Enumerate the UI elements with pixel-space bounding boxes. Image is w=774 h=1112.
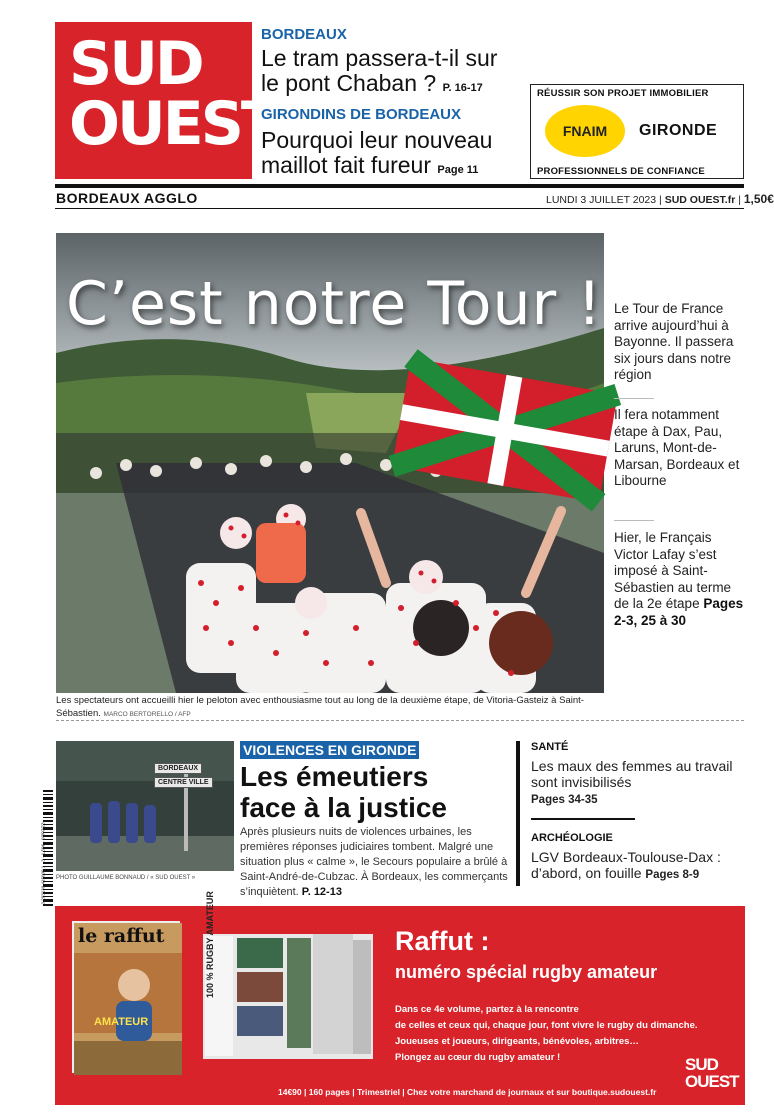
brief2-ref: Pages 8-9 [645, 869, 700, 881]
teaser2-title-line1: Pourquoi leur nouveau [261, 127, 493, 153]
riot-kicker: VIOLENCES EN GIRONDE [240, 741, 419, 759]
raffut-cover[interactable] [72, 921, 180, 1073]
raffut-body-line4: Plongez au cœur du rugby amateur ! [395, 1052, 561, 1063]
fnaim-badge [545, 105, 625, 157]
raffut-body-line1: Dans ce 4e volume, partez à la rencontre [395, 1004, 579, 1015]
brief1-title: Les maux des femmes au travail sont invisibilisés [531, 758, 733, 790]
date: LUNDI 3 JUILLET 2023 [546, 194, 657, 206]
raffut-cover-amateur: AMATEUR [94, 1016, 149, 1028]
section-name: BORDEAUX AGGLO [56, 190, 198, 206]
teaser2-title[interactable] [261, 128, 492, 183]
brief2[interactable] [531, 849, 745, 883]
section-rule [55, 208, 744, 209]
hero-caption [56, 694, 604, 721]
raffut-sud-ouest-logo [685, 1056, 739, 1090]
logo-line-2: OUEST [69, 89, 279, 159]
teaser1-title[interactable] [261, 46, 497, 101]
brief1-kicker: SANTÉ [531, 741, 569, 753]
fnaim-region: GIRONDE [639, 122, 718, 139]
side-divider-2 [614, 520, 654, 521]
raffut-mag-spine: 100 % RUGBY AMATEUR [205, 891, 215, 998]
brief1[interactable] [531, 758, 745, 808]
site-link[interactable]: SUD OUEST.fr [664, 194, 736, 206]
raffut-title: Raffut : [395, 926, 490, 956]
fnaim-ad-bottom: PROFESSIONNELS DE CONFIANCE [537, 166, 705, 177]
brief-divider [531, 818, 635, 820]
riot-headline-line2: face à la justice [240, 792, 448, 823]
raffut-body [395, 1002, 735, 1066]
teaser2-title-line2: maillot fait fureur [261, 152, 432, 178]
raffut-logo-line1: SUD [685, 1055, 718, 1074]
column-rule [516, 741, 520, 886]
teaser1-title-line1: Le tram passera-t-il sur [261, 45, 498, 71]
hero-side-para1: Le Tour de France arrive aujourd’hui à Bayonne. Il passera six jours dans notre région [614, 301, 734, 382]
road-sign-bordeaux: BORDEAUX [154, 763, 202, 774]
raffut-body-line2: de celles et ceux qui, chaque jour, font vivre le rugby du dimanche. [395, 1020, 698, 1031]
masthead-rule [55, 184, 744, 188]
side-divider-1 [614, 398, 654, 399]
riot-photo[interactable] [56, 741, 234, 871]
raffut-cover-masthead: le raffut [78, 925, 165, 947]
hero-photo[interactable] [56, 233, 604, 693]
teaser1-title-line2: le pont Chaban ? [261, 70, 437, 96]
logo-line-1: SUD [69, 29, 202, 99]
teaser1-kicker: BORDEAUX [261, 26, 347, 43]
brief2-kicker: ARCHÉOLOGIE [531, 832, 613, 844]
hero-side-ref: Pages 2-3, 25 à 30 [614, 596, 744, 628]
hero-side-para3-block[interactable] [614, 530, 744, 629]
riot-illustration [56, 741, 234, 871]
fnaim-ad[interactable] [530, 84, 744, 179]
raffut-logo-line2: OUEST [685, 1072, 739, 1091]
hero-credit: MARCO BERTORELLO / AFP [103, 711, 191, 718]
raffut-body-line3: Joueuses et joueurs, dirigeants, bénévoles, arbitres… [395, 1036, 639, 1047]
riot-body-text: Après plusieurs nuits de violences urbaines, les premières réponses judiciaires tombent. Malgré une situation plus « calme », le Secours populaire a brûlé à Saint-André-de-Cubzac. À Bordeaux, les commerçants s’inquiètent. [240, 826, 508, 898]
teaser2-ref: Page 11 [437, 164, 479, 176]
riot-credit: PHOTO GUILLAUME BONNAUD / « SUD OUEST » [56, 875, 196, 881]
barcode [37, 790, 53, 906]
sud-ouest-logo[interactable] [55, 22, 279, 179]
barcode-text: 3 203139 415000 1 · 3 · 1,50€ · 03/07/23 [40, 822, 46, 905]
hero-side-para2: Il fera notamment étape à Dax, Pau, Laruns, Mont-de-Marsan, Bordeaux et Libourne [614, 407, 740, 488]
hero-caption-text: Les spectateurs ont accueilli hier le peloton avec enthousiasme tout au long de la deuxième étape, de Vitoria-Gasteiz à Saint-Sébastien. [56, 695, 584, 719]
hero-side-para3: Hier, le Français Victor Lafay s’est imposé à Saint-Sébastien au terme de la 2e étape [614, 530, 732, 611]
riot-headline-line1: Les émeutiers [240, 761, 429, 792]
riot-headline[interactable] [240, 761, 447, 823]
dateline: LUNDI 3 JUILLET 2023 | SUD OUEST.fr | 1,50€ [546, 192, 774, 206]
brief1-ref: Pages 34-35 [531, 794, 598, 806]
teaser1-ref: P. 16-17 [442, 82, 483, 94]
brief2-title: LGV Bordeaux-Toulouse-Dax : d’abord, on fouille [531, 849, 721, 881]
riot-body [240, 825, 508, 900]
raffut-footer: 14€90 | 160 pages | Trimestriel | Chez votre marchand de journaux et sur boutique.sudouest.fr [278, 1087, 657, 1097]
raffut-subtitle: numéro spécial rugby amateur [395, 962, 658, 982]
dashed-divider [56, 720, 744, 721]
hero-headline[interactable]: C’est notre Tour ! [66, 269, 603, 339]
riot-ref: P. 12-13 [301, 886, 342, 898]
fnaim-brand: FNAIM [562, 123, 608, 139]
fnaim-ad-top: RÉUSSIR SON PROJET IMMOBILIER [537, 88, 709, 99]
road-sign-centre: CENTRE VILLE [154, 777, 213, 788]
teaser2-kicker: GIRONDINS DE BORDEAUX [261, 106, 462, 123]
price: 1,50€ [743, 192, 774, 206]
